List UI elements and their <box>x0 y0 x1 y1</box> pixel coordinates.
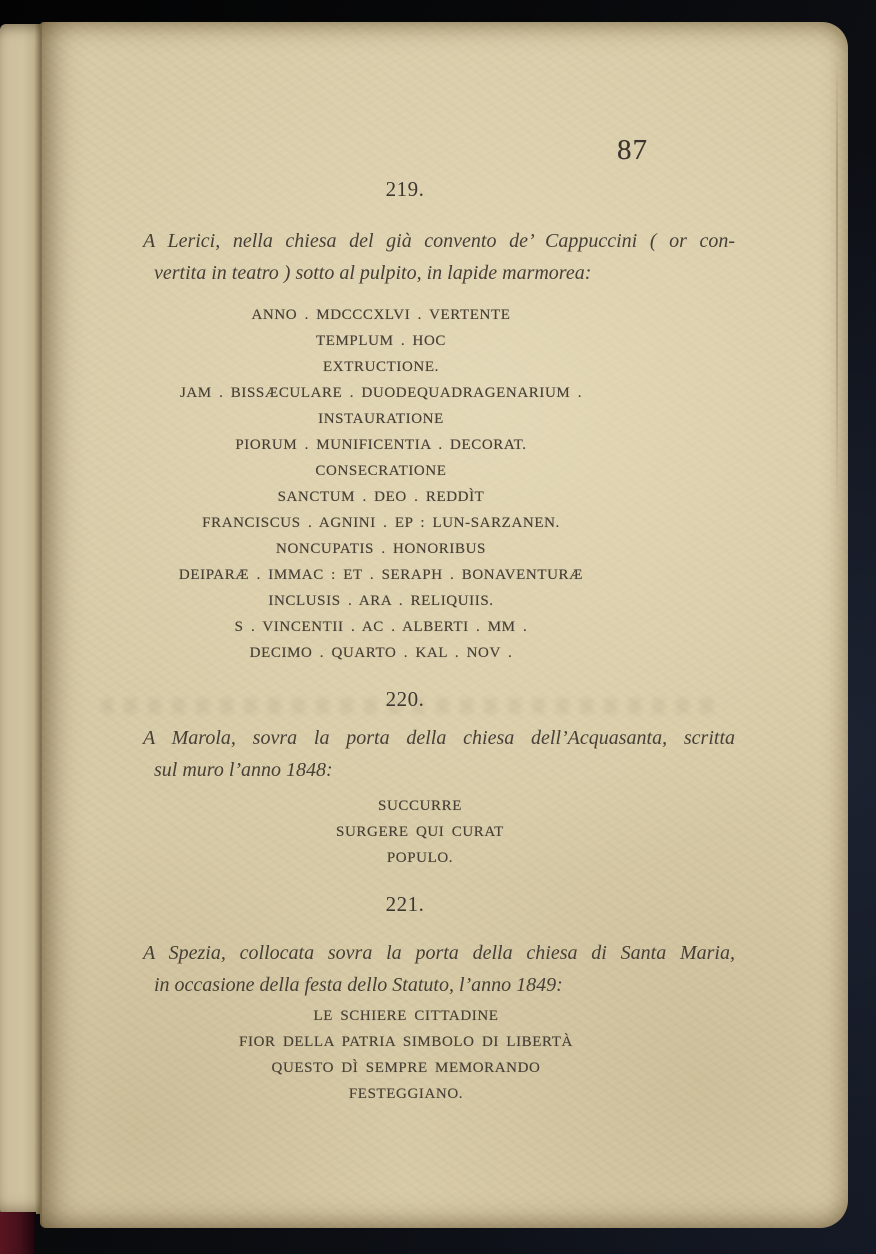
intro-line: A Lerici, nella chiesa del già convento de’ Cappuccini ( or con- <box>143 230 735 252</box>
inscription-line: SANCTUM . DEO . REDDÌT <box>277 489 485 505</box>
book-spine-sliver <box>0 1212 36 1254</box>
inscription-line: DECIMO . QUARTO . KAL . NOV . <box>249 645 513 661</box>
inscription-line: DEIPARÆ . IMMAC : ET . SERAPH . BONAVENTURÆ <box>178 567 584 583</box>
inscription-line: NONCUPATIS . HONORIBUS <box>276 541 486 557</box>
inscription-line: CONSECRATIONE <box>315 463 447 479</box>
intro-line: A Spezia, collocata sovra la porta della chiesa di Santa Maria, <box>143 942 735 964</box>
inscription-line: EXTRUCTIONE. <box>323 359 439 375</box>
section-219-intro <box>143 225 735 289</box>
inscription-line: INCLUSIS . ARA . RELIQUIIS. <box>268 593 494 609</box>
previous-page-edge <box>0 24 42 1214</box>
section-219-heading: 219. <box>385 177 425 201</box>
inscription-line: SURGERE QUI CURAT <box>336 824 504 840</box>
section-221-heading: 221. <box>385 892 425 916</box>
inscription-line: PIORUM . MUNIFICENTIA . DECORAT. <box>235 437 527 453</box>
inscription-line: QUESTO DÌ SEMPRE MEMORANDO <box>271 1060 541 1076</box>
section-220-inscription <box>40 793 800 871</box>
section-220-intro <box>143 722 735 786</box>
inscription-line: ANNO . MDCCCXLVI . VERTENTE <box>251 307 511 323</box>
section-220-heading: 220. <box>385 687 425 711</box>
inscription-line: LE SCHIERE CITTADINE <box>313 1008 499 1024</box>
inscription-line: FIOR DELLA PATRIA SIMBOLO DI LIBERTÀ <box>239 1034 573 1050</box>
inscription-line: JAM . BISSÆCULARE . DUODEQUADRAGENARIUM . <box>179 385 583 401</box>
book-page <box>40 22 848 1228</box>
intro-line: vertita in teatro ) sotto al pulpito, in lapide marmorea: <box>154 262 592 284</box>
section-219-inscription <box>40 302 722 666</box>
inscription-line: FRANCISCUS . AGNINI . EP : LUN-SARZANEN. <box>202 515 560 531</box>
inscription-line: INSTAURATIONE <box>318 411 444 427</box>
intro-line: A Marola, sovra la porta della chiesa dell’Acquasanta, scritta <box>143 727 735 749</box>
section-221-inscription <box>40 1003 772 1107</box>
intro-line: sul muro l’anno 1848: <box>154 759 333 781</box>
inscription-line: S . VINCENTII . AC . ALBERTI . MM . <box>234 619 528 635</box>
inscription-line: SUCCURRE <box>378 798 462 814</box>
inscription-line: TEMPLUM . HOC <box>315 333 447 349</box>
inscription-line: FESTEGGIANO. <box>348 1086 464 1102</box>
intro-line: in occasione della festa dello Statuto, l’anno 1849: <box>154 974 563 996</box>
inscription-line: POPULO. <box>386 850 454 866</box>
page-number: 87 <box>617 134 648 166</box>
section-221-intro <box>143 937 735 1001</box>
